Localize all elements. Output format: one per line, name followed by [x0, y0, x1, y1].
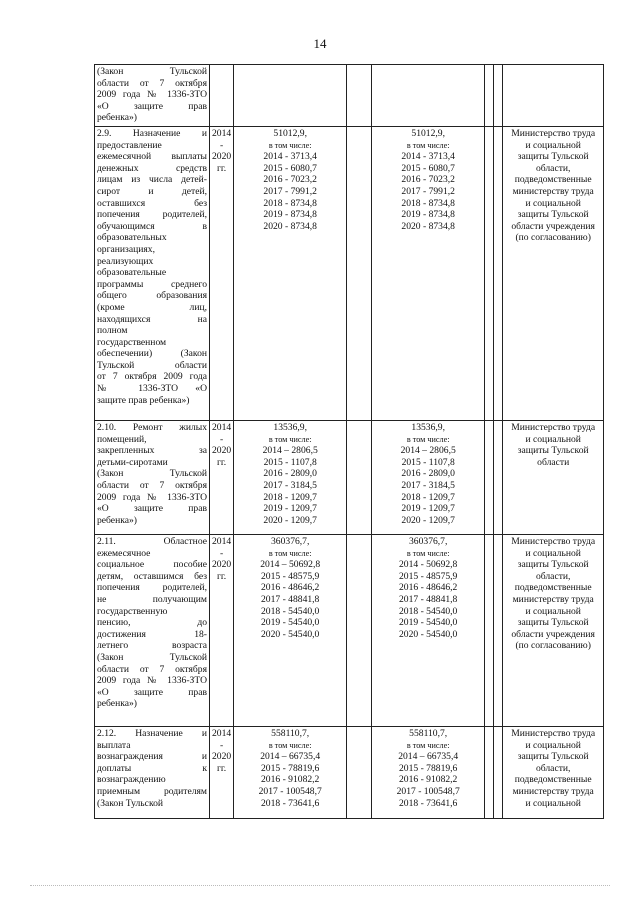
regional-budget-cell-line: 2020 - 54540,0: [399, 628, 458, 640]
measure-name-cell-line: государственную: [97, 605, 168, 617]
empty-funding-cell: [347, 421, 372, 535]
responsible-executor-cell-line: защиты Тульской: [517, 209, 589, 221]
measure-name-cell-line: сирот и детей,: [97, 185, 207, 197]
regional-budget-cell-line: в том числе:: [406, 140, 450, 150]
total-funding-cell-line: 2019 - 54540,0: [261, 617, 320, 629]
measure-name-cell-line: образовательных: [97, 232, 167, 244]
measure-name-cell-line: реализующих: [97, 255, 154, 267]
empty-narrow-cell: [494, 535, 503, 727]
total-funding-cell-line: 2015 - 78819,6: [261, 762, 320, 774]
period-text: 2014 - 2020 гг.: [212, 536, 232, 582]
responsible-executor-cell-line: области учреждения: [511, 220, 595, 232]
measure-name-cell: [95, 535, 210, 727]
responsible-executor-cell-line: области,: [535, 570, 571, 582]
empty-funding-cell: [347, 727, 372, 819]
responsible-executor-cell-line: (по согласованию): [515, 640, 591, 652]
measure-name-cell-line: «О защите прав: [97, 503, 207, 515]
measure-name-cell-line: летнего возраста: [97, 640, 207, 652]
empty-narrow-cell: [494, 727, 503, 819]
regional-budget-cell-line: 2014 - 3713,4: [401, 151, 455, 163]
measure-name-cell-line: вознаграждению: [97, 774, 166, 786]
regional-budget-cell-line: 2019 - 54540,0: [399, 617, 458, 629]
period-text: 2014 - 2020 гг.: [212, 422, 232, 468]
measure-name-cell-line: достижения 18-: [97, 628, 207, 640]
responsible-executor-cell: [503, 65, 604, 127]
measure-name-cell-line: 2009 года № 1336-ЗТО: [97, 491, 207, 503]
table-row: [95, 727, 604, 819]
measure-name-cell-line: организациях,: [97, 243, 155, 255]
total-funding-cell-line: в том числе:: [268, 140, 312, 150]
total-funding-cell-line: 558110,7,: [271, 728, 310, 739]
empty-narrow-cell: [485, 127, 494, 421]
regional-budget-cell: [372, 727, 485, 819]
responsible-executor-cell-line: подведомственные: [514, 774, 592, 786]
responsible-executor-cell-line: Министерство труда: [511, 536, 596, 547]
responsible-executor-cell-line: защиты Тульской: [517, 617, 589, 629]
table-body: [95, 65, 604, 819]
measure-name-cell: [95, 421, 210, 535]
measure-name-cell-line: от 7 октября 2009 года: [97, 371, 207, 383]
measure-name-cell-line: 2009 года № 1336-ЗТО: [97, 675, 207, 687]
regional-budget-cell-line: в том числе:: [406, 740, 450, 750]
responsible-executor-cell-line: министерству труда: [512, 185, 594, 197]
empty-funding-cell: [347, 127, 372, 421]
regional-budget-cell-line: 2020 - 1209,7: [401, 514, 455, 526]
responsible-executor-cell-line: и социальной: [525, 605, 581, 617]
measure-name-cell-line: обучающимся в: [97, 220, 207, 232]
measure-name-cell-line: 2.11. Областное: [97, 536, 207, 547]
responsible-executor-cell: [503, 127, 604, 421]
measure-name-cell-line: 2.12. Назначение и: [97, 728, 207, 739]
responsible-executor-cell-line: (по согласованию): [515, 232, 591, 244]
period-cell: [210, 535, 234, 727]
total-funding-cell-line: 2019 - 8734,8: [263, 209, 317, 221]
total-funding-cell-line: 2017 - 100548,7: [258, 785, 322, 797]
responsible-executor-cell-line: и социальной: [525, 547, 581, 559]
regional-budget-cell: [372, 65, 485, 127]
total-funding-cell-line: 51012,9,: [273, 128, 307, 139]
responsible-executor-cell-line: области: [537, 456, 570, 468]
regional-budget-cell-line: 2015 - 1107,8: [401, 456, 455, 468]
responsible-executor-cell: [503, 421, 604, 535]
measure-name-cell-line: области от 7 октября: [97, 77, 207, 89]
measure-name-cell-line: защите прав ребенка»): [97, 394, 190, 406]
measure-name-cell-line: детьми-сиротами: [97, 456, 168, 468]
regional-budget-cell-line: 51012,9,: [411, 128, 445, 139]
responsible-executor-cell-line: защиты Тульской: [517, 751, 589, 763]
measure-name-cell-line: попечения родителей,: [97, 209, 207, 221]
regional-budget-cell: [372, 535, 485, 727]
empty-narrow-cell: [485, 727, 494, 819]
measure-name-cell-line: ребенка»): [97, 698, 137, 710]
total-funding-cell: [234, 535, 347, 727]
total-funding-cell-line: 2014 – 66735,4: [260, 751, 321, 763]
total-funding-cell-line: 2017 - 7991,2: [263, 185, 317, 197]
empty-narrow-cell: [485, 65, 494, 127]
total-funding-cell-line: 2016 - 2809,0: [263, 468, 317, 480]
total-funding-cell-line: 2020 - 54540,0: [261, 628, 320, 640]
measure-name-cell-line: образовательные: [97, 267, 167, 279]
measure-name-cell-line: ребенка»): [97, 112, 137, 124]
total-funding-cell-line: 2016 - 48646,2: [261, 582, 320, 594]
responsible-executor-cell-line: министерству труда: [512, 785, 594, 797]
total-funding-cell-line: 2015 - 1107,8: [263, 456, 317, 468]
responsible-executor-cell-line: подведомственные: [514, 582, 592, 594]
measure-name-cell-line: попечения родителей,: [97, 582, 207, 594]
measure-name-cell: [95, 727, 210, 819]
measure-name-cell-line: детям, оставшимся без: [97, 570, 207, 582]
measure-name-cell-line: выплата: [97, 739, 131, 751]
period-cell: [210, 421, 234, 535]
regional-budget-cell-line: 2017 - 7991,2: [401, 185, 455, 197]
period-cell: [210, 127, 234, 421]
total-funding-cell-line: 2016 - 7023,2: [263, 174, 317, 186]
period-cell: [210, 727, 234, 819]
regional-budget-cell-line: 2015 - 78819,6: [399, 762, 458, 774]
total-funding-cell-line: 2016 - 91082,2: [261, 774, 320, 786]
regional-budget-cell: [372, 421, 485, 535]
empty-narrow-cell: [485, 421, 494, 535]
responsible-executor-cell-line: и социальной: [525, 797, 581, 809]
regional-budget-cell-line: 360376,7,: [409, 536, 448, 547]
total-funding-cell-line: 2017 - 3184,5: [263, 479, 317, 491]
period-text: 2014 - 2020 гг.: [212, 128, 232, 174]
measure-name-cell-line: 2009 года № 1336-ЗТО: [97, 89, 207, 101]
total-funding-cell-line: 13536,9,: [273, 422, 307, 433]
regional-budget-cell: [372, 127, 485, 421]
measure-name-cell-line: Тульской области: [97, 359, 207, 371]
empty-narrow-cell: [494, 65, 503, 127]
period-text: 2014 - 2020 гг.: [212, 728, 232, 774]
measure-name-cell-line: находящихся на: [97, 313, 207, 325]
regional-budget-cell-line: 2014 – 66735,4: [398, 751, 459, 763]
total-funding-cell-line: 2014 – 50692,8: [260, 559, 321, 571]
responsible-executor-cell-line: и социальной: [525, 197, 581, 209]
measure-name-cell-line: области от 7 октября: [97, 663, 207, 675]
regional-budget-cell-line: 2016 - 91082,2: [399, 774, 458, 786]
measure-name-cell-line: программы среднего: [97, 278, 207, 290]
table-row: [95, 535, 604, 727]
measure-name-cell-line: (Закон Тульской: [97, 66, 207, 77]
total-funding-cell: [234, 127, 347, 421]
regional-budget-cell-line: 2018 - 54540,0: [399, 605, 458, 617]
regional-budget-cell-line: 2015 - 6080,7: [401, 162, 455, 174]
regional-budget-cell-line: 2019 - 1209,7: [401, 503, 455, 515]
period-cell: [210, 65, 234, 127]
regional-budget-cell-line: 2019 - 8734,8: [401, 209, 455, 221]
empty-funding-cell: [347, 65, 372, 127]
responsible-executor-cell-line: Министерство труда: [511, 128, 596, 139]
regional-budget-cell-line: в том числе:: [406, 548, 450, 558]
total-funding-cell: [234, 727, 347, 819]
program-measures-table: [94, 64, 604, 819]
regional-budget-cell-line: 2016 - 7023,2: [401, 174, 455, 186]
regional-budget-cell-line: 2017 - 100548,7: [396, 785, 460, 797]
total-funding-cell-line: 2018 - 1209,7: [263, 491, 317, 503]
page-number: 14: [313, 36, 327, 51]
table-row: [95, 127, 604, 421]
responsible-executor-cell-line: области,: [535, 162, 571, 174]
responsible-executor-cell-line: министерству труда: [512, 593, 594, 605]
total-funding-cell: [234, 421, 347, 535]
measure-name-cell-line: оставшихся без: [97, 197, 207, 209]
measure-name-cell-line: пенсию, до: [97, 617, 207, 629]
responsible-executor-cell-line: и социальной: [525, 139, 581, 151]
total-funding-cell-line: 2018 - 54540,0: [261, 605, 320, 617]
regional-budget-cell-line: 2014 – 2806,5: [400, 445, 456, 457]
responsible-executor-cell: [503, 727, 604, 819]
regional-budget-cell-line: 558110,7,: [409, 728, 448, 739]
responsible-executor-cell-line: Министерство труда: [511, 422, 596, 433]
measure-name-cell-line: закрепленных за: [97, 445, 207, 457]
empty-narrow-cell: [494, 421, 503, 535]
regional-budget-cell-line: 2018 - 73641,6: [399, 797, 458, 809]
responsible-executor-cell-line: и социальной: [525, 739, 581, 751]
measure-name-cell-line: (кроме лиц,: [97, 301, 207, 313]
empty-narrow-cell: [494, 127, 503, 421]
measure-name-cell-line: 2.10. Ремонт жилых: [97, 422, 207, 433]
total-funding-cell-line: 2017 - 48841,8: [261, 593, 320, 605]
measure-name-cell-line: общего образования: [97, 290, 207, 302]
total-funding-cell-line: в том числе:: [268, 434, 312, 444]
measure-name-cell-line: помещений,: [97, 433, 147, 445]
measure-name-cell-line: области от 7 октября: [97, 479, 207, 491]
responsible-executor-cell-line: защиты Тульской: [517, 559, 589, 571]
measure-name-cell-line: доплаты к: [97, 762, 207, 774]
measure-name-cell-line: предоставление: [97, 139, 162, 151]
total-funding-cell-line: 2018 - 8734,8: [263, 197, 317, 209]
total-funding-cell-line: 2015 - 6080,7: [263, 162, 317, 174]
measure-name-cell-line: приемным родителям: [97, 785, 207, 797]
measure-name-cell-line: (Закон Тульской: [97, 651, 207, 663]
responsible-executor-cell-line: подведомственные: [514, 174, 592, 186]
measure-name-cell-line: лицам из числа детей-: [97, 174, 207, 186]
regional-budget-cell-line: 2016 - 2809,0: [401, 468, 455, 480]
table-row: [95, 65, 604, 127]
total-funding-cell: [234, 65, 347, 127]
responsible-executor-cell-line: области,: [535, 762, 571, 774]
measure-name-cell: [95, 65, 210, 127]
measure-name-cell-line: государственном: [97, 336, 167, 348]
responsible-executor-cell-line: защиты Тульской: [517, 445, 589, 457]
regional-budget-cell-line: 2017 - 3184,5: [401, 479, 455, 491]
total-funding-cell-line: 2020 - 1209,7: [263, 514, 317, 526]
measure-name-cell-line: № 1336-ЗТО «О: [97, 383, 207, 395]
total-funding-cell-line: 2018 - 73641,6: [261, 797, 320, 809]
regional-budget-cell-line: 2016 - 48646,2: [399, 582, 458, 594]
total-funding-cell-line: 2014 – 2806,5: [262, 445, 318, 457]
responsible-executor-cell-line: Министерство труда: [511, 728, 596, 739]
empty-narrow-cell: [485, 535, 494, 727]
measure-name-cell-line: не получающим: [97, 593, 207, 605]
responsible-executor-cell: [503, 535, 604, 727]
measure-name-cell-line: ежемесячной выплаты: [97, 151, 207, 163]
table-row: [95, 421, 604, 535]
total-funding-cell-line: 2015 - 48575,9: [261, 570, 320, 582]
measure-name-cell-line: социальное пособие: [97, 559, 207, 571]
measure-name-cell-line: 2.9. Назначение и: [97, 128, 207, 139]
total-funding-cell-line: 2014 - 3713,4: [263, 151, 317, 163]
regional-budget-cell-line: 2017 - 48841,8: [399, 593, 458, 605]
total-funding-cell-line: в том числе:: [268, 740, 312, 750]
responsible-executor-cell-line: и социальной: [525, 433, 581, 445]
measure-name-cell-line: (Закон Тульской: [97, 468, 207, 480]
regional-budget-cell-line: 2020 - 8734,8: [401, 220, 455, 232]
measure-name-cell-line: обеспечении) (Закон: [97, 348, 207, 360]
regional-budget-cell-line: 2018 - 1209,7: [401, 491, 455, 503]
measure-name-cell-line: вознаграждения и: [97, 751, 207, 763]
responsible-executor-cell-line: области учреждения: [511, 628, 595, 640]
measure-name-cell-line: (Закон Тульской: [97, 797, 164, 809]
measure-name-cell-line: ребенка»): [97, 514, 137, 526]
total-funding-cell-line: 360376,7,: [271, 536, 310, 547]
regional-budget-cell-line: 13536,9,: [411, 422, 445, 433]
measure-name-cell: [95, 127, 210, 421]
total-funding-cell-line: 2019 - 1209,7: [263, 503, 317, 515]
measure-name-cell-line: «О защите прав: [97, 100, 207, 112]
total-funding-cell-line: 2020 - 8734,8: [263, 220, 317, 232]
measure-name-cell-line: ежемесячное: [97, 547, 151, 559]
regional-budget-cell-line: 2015 - 48575,9: [399, 570, 458, 582]
measure-name-cell-line: денежных средств: [97, 162, 207, 174]
regional-budget-cell-line: в том числе:: [406, 434, 450, 444]
regional-budget-cell-line: 2018 - 8734,8: [401, 197, 455, 209]
scan-edge-artifact: [30, 885, 610, 888]
empty-funding-cell: [347, 535, 372, 727]
responsible-executor-cell-line: защиты Тульской: [517, 151, 589, 163]
regional-budget-cell-line: 2014 - 50692,8: [399, 559, 458, 571]
total-funding-cell-line: в том числе:: [268, 548, 312, 558]
measure-name-cell-line: «О защите прав: [97, 686, 207, 698]
measure-name-cell-line: полном: [97, 325, 128, 337]
